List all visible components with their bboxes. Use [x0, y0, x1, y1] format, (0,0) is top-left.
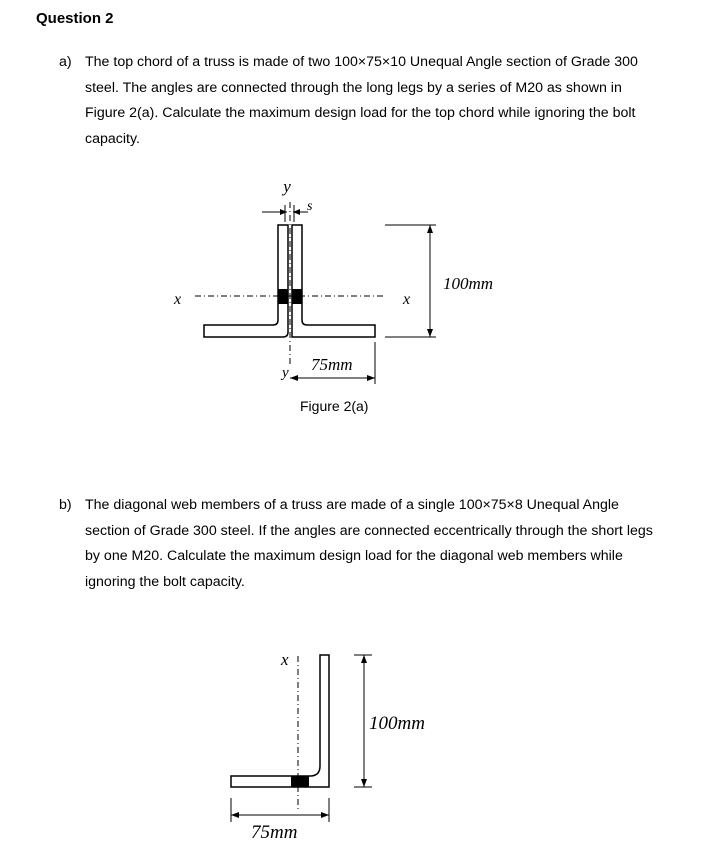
width-arrowhead-left: [231, 812, 239, 818]
height-label: 100mm: [443, 274, 494, 293]
part-b-text: The diagonal web members of a truss are made of a single 100×75×8 Unequal Angle section of Grade 300 steel. If the angles are connected eccentrically through the short legs by one M20. Calculate the maximum design load for the diagonal web members while ignoring the bolt capacity.: [85, 497, 653, 590]
width-label: 75mm: [311, 355, 353, 374]
axis-label-y-bottom: y: [282, 365, 289, 381]
part-a-text: The top chord of a truss is made of two 100×75×10 Unequal Angle section of Grade 300 steel. The angles are connected through the long legs by a series of M20 as shown in Figure 2(a). Calculate the maximum design load for the top chord while ignoring the bolt capacity.: [85, 54, 638, 147]
part-b-label: b): [59, 497, 72, 513]
single-angle-section: [231, 655, 329, 787]
axis-label-y-top: y: [283, 177, 291, 196]
axis-label-x-right: x: [403, 291, 411, 308]
height-label: 100mm: [369, 713, 425, 734]
question-heading: Question 2: [36, 10, 114, 27]
axis-label-x-left: x: [174, 291, 182, 308]
bolt: [291, 776, 309, 787]
width-arrowhead-right: [321, 812, 329, 818]
figure-2a-caption: Figure 2(a): [300, 398, 369, 414]
gap-label-s: s: [307, 199, 313, 214]
height-arrowhead-top: [361, 655, 367, 663]
axis-label-x: x: [281, 650, 289, 669]
width-label: 75mm: [251, 822, 298, 843]
height-arrowhead-bottom: [361, 779, 367, 787]
part-a-label: a): [59, 54, 72, 70]
